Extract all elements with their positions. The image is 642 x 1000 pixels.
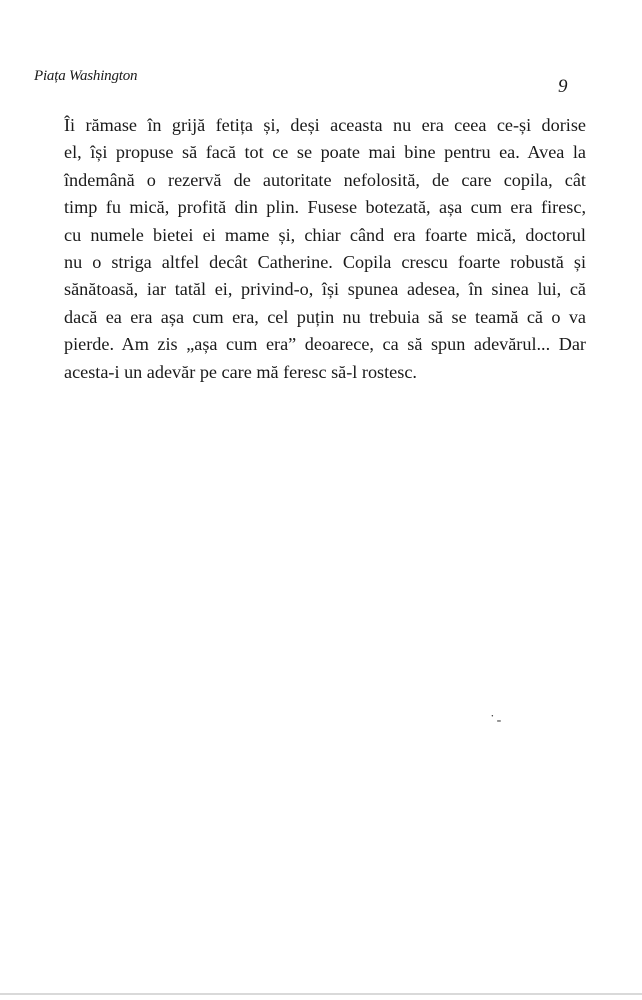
text-line: Îi rămase în grijă fetița și, deși aceasta nu era ceea ce-și dorise (64, 115, 586, 135)
page-number: 9 (558, 76, 568, 97)
text-line: timp fu mică, profită din plin. Fusese botezată, așa cum era firesc, (64, 197, 586, 218)
text-line: dacă ea era așa cum era, cel puțin nu trebuia să se teamă că o va (64, 306, 586, 327)
text-line: sănătoasă, iar tatăl ei, privind-o, își spunea adesea, în sinea lui, că (64, 279, 586, 300)
text-line: pierde. Am zis „așa cum era” deoarece, ca să spun adevărul... Dar (64, 334, 586, 355)
running-header-title: Piața Washington (34, 68, 138, 84)
text-line: acesta-i un adevăr pe care mă feresc să-l rostesc. (64, 361, 417, 382)
text-line: cu numele bietei ei mame și, chiar când era foarte mică, doctorul (64, 224, 586, 245)
text-line: îndemână o rezervă de autoritate nefolosită, de care copila, cât (64, 169, 586, 190)
text-line: el, își propuse să facă tot ce se poate mai bine pentru ea. Avea la (64, 142, 586, 163)
page-bottom-edge (0, 993, 642, 995)
stray-print-mark: ˙- (490, 713, 504, 728)
text-line: nu o striga altfel decât Catherine. Copila crescu foarte robustă și (64, 252, 586, 273)
body-paragraph (34, 112, 586, 386)
